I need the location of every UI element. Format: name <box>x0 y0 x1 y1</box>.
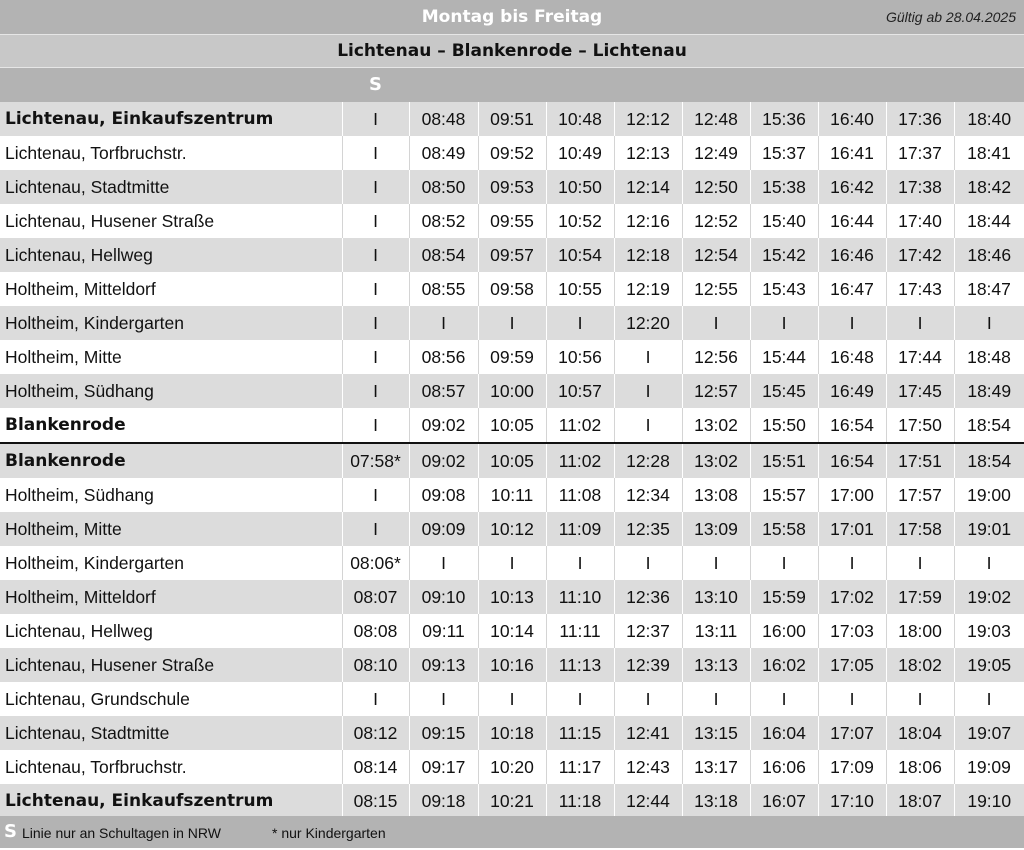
departure-time: 18:54 <box>954 408 1024 443</box>
departure-time: 10:05 <box>478 443 546 478</box>
stop-name: Lichtenau, Einkaufszentrum <box>0 102 342 136</box>
departure-time: 16:54 <box>818 408 886 443</box>
departure-time: 17:57 <box>886 478 954 512</box>
legend-school-note: Linie nur an Schultagen in NRW <box>22 825 221 841</box>
departure-time: I <box>342 374 409 408</box>
departure-time: 10:16 <box>478 648 546 682</box>
timetable-row <box>0 546 1024 580</box>
departure-time: I <box>682 546 750 580</box>
departure-time: 11:17 <box>546 750 614 784</box>
departure-time: 12:18 <box>614 238 682 272</box>
departure-time: I <box>409 546 478 580</box>
departure-time: 12:35 <box>614 512 682 546</box>
legend-school-marker: S <box>4 821 17 842</box>
legend-kindergarten-note: * nur Kindergarten <box>272 825 386 841</box>
departure-time: 16:07 <box>750 784 818 818</box>
stop-name: Lichtenau, Torfbruchstr. <box>0 750 342 784</box>
departure-time: 08:52 <box>409 204 478 238</box>
departure-time: 10:00 <box>478 374 546 408</box>
departure-time: 13:08 <box>682 478 750 512</box>
timetable-row <box>0 170 1024 204</box>
timetable-row <box>0 204 1024 238</box>
departure-time: 17:40 <box>886 204 954 238</box>
departure-time: 10:20 <box>478 750 546 784</box>
timetable-row <box>0 784 1024 818</box>
departure-time: I <box>614 682 682 716</box>
departure-time: I <box>818 682 886 716</box>
departure-time: 09:59 <box>478 340 546 374</box>
departure-time: 13:11 <box>682 614 750 648</box>
departure-time: 12:55 <box>682 272 750 306</box>
timetable-row <box>0 443 1024 478</box>
departure-time: 09:55 <box>478 204 546 238</box>
timetable-row <box>0 340 1024 374</box>
departure-time: 16:54 <box>818 443 886 478</box>
departure-time: 17:59 <box>886 580 954 614</box>
departure-time: 17:51 <box>886 443 954 478</box>
departure-time: 15:50 <box>750 408 818 443</box>
departure-time: 13:02 <box>682 443 750 478</box>
stop-name: Holtheim, Kindergarten <box>0 546 342 580</box>
departure-time: 17:07 <box>818 716 886 750</box>
departure-time: 19:09 <box>954 750 1024 784</box>
departure-time: 08:50 <box>409 170 478 204</box>
departure-time: 13:02 <box>682 408 750 443</box>
timetable-row <box>0 716 1024 750</box>
departure-time: 12:39 <box>614 648 682 682</box>
departure-time: 08:49 <box>409 136 478 170</box>
departure-time: I <box>478 546 546 580</box>
departure-time: 15:51 <box>750 443 818 478</box>
departure-time: 08:10 <box>342 648 409 682</box>
departure-time: 15:45 <box>750 374 818 408</box>
departure-time: 17:02 <box>818 580 886 614</box>
departure-time: I <box>682 682 750 716</box>
departure-time: I <box>614 546 682 580</box>
departure-time: 12:13 <box>614 136 682 170</box>
stop-name: Holtheim, Mitte <box>0 512 342 546</box>
departure-time: 12:49 <box>682 136 750 170</box>
departure-time: 12:54 <box>682 238 750 272</box>
departure-time: I <box>342 682 409 716</box>
departure-time: I <box>614 374 682 408</box>
departure-time: I <box>342 512 409 546</box>
timetable-row <box>0 408 1024 443</box>
stop-name: Lichtenau, Hellweg <box>0 238 342 272</box>
departure-time: 13:17 <box>682 750 750 784</box>
departure-time: I <box>342 238 409 272</box>
departure-time: 18:41 <box>954 136 1024 170</box>
departure-time: 12:41 <box>614 716 682 750</box>
departure-time: 16:47 <box>818 272 886 306</box>
departure-time: 10:52 <box>546 204 614 238</box>
departure-time: I <box>818 306 886 340</box>
stop-name: Holtheim, Südhang <box>0 374 342 408</box>
departure-time: I <box>954 682 1024 716</box>
timetable-row <box>0 238 1024 272</box>
departure-time: 10:48 <box>546 102 614 136</box>
departure-time: 15:57 <box>750 478 818 512</box>
title-bar <box>0 0 1024 35</box>
timetable-row <box>0 750 1024 784</box>
departure-time: 12:12 <box>614 102 682 136</box>
departure-time: 17:09 <box>818 750 886 784</box>
departure-time: 18:40 <box>954 102 1024 136</box>
departure-time: 17:10 <box>818 784 886 818</box>
departure-time: I <box>818 546 886 580</box>
departure-time: 09:02 <box>409 408 478 443</box>
stop-name: Holtheim, Mitteldorf <box>0 580 342 614</box>
departure-time: 13:13 <box>682 648 750 682</box>
departure-time: 12:56 <box>682 340 750 374</box>
departure-time: I <box>954 306 1024 340</box>
departure-time: 11:02 <box>546 408 614 443</box>
departure-time: 12:19 <box>614 272 682 306</box>
departure-time: 07:58* <box>342 443 409 478</box>
stop-name: Holtheim, Mitte <box>0 340 342 374</box>
validity-date: Gültig ab 28.04.2025 <box>886 9 1016 25</box>
timetable-row <box>0 374 1024 408</box>
departure-time: 09:58 <box>478 272 546 306</box>
departure-time: I <box>954 546 1024 580</box>
timetable-row <box>0 478 1024 512</box>
stop-name: Lichtenau, Husener Straße <box>0 648 342 682</box>
departure-time: 12:16 <box>614 204 682 238</box>
departure-time: 09:17 <box>409 750 478 784</box>
departure-time: 16:06 <box>750 750 818 784</box>
departure-time: 17:01 <box>818 512 886 546</box>
departure-time: 12:44 <box>614 784 682 818</box>
departure-time: 18:00 <box>886 614 954 648</box>
timetable-row <box>0 272 1024 306</box>
timetable-row <box>0 580 1024 614</box>
departure-time: 12:43 <box>614 750 682 784</box>
departure-time: 09:51 <box>478 102 546 136</box>
departure-time: 13:15 <box>682 716 750 750</box>
departure-time: I <box>409 306 478 340</box>
departure-time: 16:41 <box>818 136 886 170</box>
departure-time: I <box>478 682 546 716</box>
timetable-row <box>0 682 1024 716</box>
departure-time: 18:04 <box>886 716 954 750</box>
departure-time: 17:42 <box>886 238 954 272</box>
stop-name: Blankenrode <box>0 408 342 443</box>
departure-time: 15:42 <box>750 238 818 272</box>
departure-time: 09:09 <box>409 512 478 546</box>
departure-time: 13:09 <box>682 512 750 546</box>
departure-time: 10:13 <box>478 580 546 614</box>
stop-name: Lichtenau, Stadtmitte <box>0 716 342 750</box>
departure-time: I <box>342 306 409 340</box>
departure-time: 09:53 <box>478 170 546 204</box>
stop-name: Holtheim, Mitteldorf <box>0 272 342 306</box>
timetable-row <box>0 648 1024 682</box>
departure-time: 18:54 <box>954 443 1024 478</box>
departure-time: I <box>342 408 409 443</box>
stop-name: Holtheim, Südhang <box>0 478 342 512</box>
departure-time: 16:46 <box>818 238 886 272</box>
departure-time: 09:15 <box>409 716 478 750</box>
departure-time: 10:50 <box>546 170 614 204</box>
departure-time: I <box>682 306 750 340</box>
departure-time: 19:07 <box>954 716 1024 750</box>
stop-name: Lichtenau, Stadtmitte <box>0 170 342 204</box>
departure-time: I <box>546 682 614 716</box>
departure-time: 12:37 <box>614 614 682 648</box>
departure-time: 09:57 <box>478 238 546 272</box>
departure-time: 10:18 <box>478 716 546 750</box>
departure-time: 09:10 <box>409 580 478 614</box>
departure-time: I <box>886 682 954 716</box>
departure-time: 09:52 <box>478 136 546 170</box>
school-day-marker-bar <box>0 68 1024 102</box>
departure-time: 10:49 <box>546 136 614 170</box>
departure-time: 08:06* <box>342 546 409 580</box>
timetable-row <box>0 306 1024 340</box>
departure-time: 18:46 <box>954 238 1024 272</box>
departure-time: 16:49 <box>818 374 886 408</box>
departure-time: 18:02 <box>886 648 954 682</box>
departure-time: 12:28 <box>614 443 682 478</box>
departure-time: 19:10 <box>954 784 1024 818</box>
departure-time: 12:34 <box>614 478 682 512</box>
timetable-row <box>0 512 1024 546</box>
departure-time: I <box>750 546 818 580</box>
departure-time: 10:55 <box>546 272 614 306</box>
departure-time: 11:08 <box>546 478 614 512</box>
departure-time: 17:44 <box>886 340 954 374</box>
departure-time: 09:02 <box>409 443 478 478</box>
departure-time: I <box>750 306 818 340</box>
departure-time: 12:52 <box>682 204 750 238</box>
departure-time: 08:15 <box>342 784 409 818</box>
departure-time: 11:13 <box>546 648 614 682</box>
departure-time: 17:03 <box>818 614 886 648</box>
departure-time: 15:58 <box>750 512 818 546</box>
departure-time: 15:36 <box>750 102 818 136</box>
departure-time: 18:47 <box>954 272 1024 306</box>
departure-time: 17:05 <box>818 648 886 682</box>
stop-name: Holtheim, Kindergarten <box>0 306 342 340</box>
departure-time: I <box>886 546 954 580</box>
departure-time: I <box>614 340 682 374</box>
departure-time: 15:40 <box>750 204 818 238</box>
departure-time: 09:11 <box>409 614 478 648</box>
departure-time: I <box>750 682 818 716</box>
departure-time: 12:50 <box>682 170 750 204</box>
departure-time: 18:49 <box>954 374 1024 408</box>
departure-time: 08:55 <box>409 272 478 306</box>
departure-time: I <box>342 340 409 374</box>
school-day-marker: S <box>369 74 382 95</box>
departure-time: 09:08 <box>409 478 478 512</box>
departure-time: 13:10 <box>682 580 750 614</box>
stop-name: Lichtenau, Husener Straße <box>0 204 342 238</box>
departure-time: I <box>342 478 409 512</box>
departure-time: 17:38 <box>886 170 954 204</box>
departure-time: I <box>409 682 478 716</box>
departure-time: 08:57 <box>409 374 478 408</box>
departure-time: I <box>478 306 546 340</box>
stop-name: Lichtenau, Torfbruchstr. <box>0 136 342 170</box>
departure-time: 08:08 <box>342 614 409 648</box>
departure-time: 12:57 <box>682 374 750 408</box>
departure-time: 19:00 <box>954 478 1024 512</box>
departure-time: 18:07 <box>886 784 954 818</box>
departure-time: 19:03 <box>954 614 1024 648</box>
departure-time: I <box>546 546 614 580</box>
departure-time: I <box>342 170 409 204</box>
departure-time: 15:43 <box>750 272 818 306</box>
stop-name: Lichtenau, Einkaufszentrum <box>0 784 342 818</box>
departure-time: 17:45 <box>886 374 954 408</box>
departure-time: 11:11 <box>546 614 614 648</box>
departure-time: 18:44 <box>954 204 1024 238</box>
departure-time: 08:14 <box>342 750 409 784</box>
departure-time: 17:43 <box>886 272 954 306</box>
departure-time: 16:42 <box>818 170 886 204</box>
departure-time: 12:14 <box>614 170 682 204</box>
departure-time: 15:37 <box>750 136 818 170</box>
departure-time: 10:11 <box>478 478 546 512</box>
departure-time: 19:05 <box>954 648 1024 682</box>
departure-time: 16:00 <box>750 614 818 648</box>
departure-time: 16:02 <box>750 648 818 682</box>
timetable-row <box>0 136 1024 170</box>
departure-time: 09:13 <box>409 648 478 682</box>
departure-time: 10:21 <box>478 784 546 818</box>
departure-time: 17:36 <box>886 102 954 136</box>
timetable-row <box>0 614 1024 648</box>
departure-time: 08:48 <box>409 102 478 136</box>
departure-time: 16:04 <box>750 716 818 750</box>
departure-time: 17:50 <box>886 408 954 443</box>
departure-time: 10:56 <box>546 340 614 374</box>
departure-time: I <box>546 306 614 340</box>
departure-time: 16:40 <box>818 102 886 136</box>
timetable-row <box>0 102 1024 136</box>
departure-time: 15:38 <box>750 170 818 204</box>
departure-time: 16:44 <box>818 204 886 238</box>
stop-name: Lichtenau, Hellweg <box>0 614 342 648</box>
departure-time: 15:59 <box>750 580 818 614</box>
departure-time: 11:15 <box>546 716 614 750</box>
departure-time: 08:54 <box>409 238 478 272</box>
stop-name: Lichtenau, Grundschule <box>0 682 342 716</box>
departure-time: 10:54 <box>546 238 614 272</box>
departure-time: 08:12 <box>342 716 409 750</box>
departure-time: 10:05 <box>478 408 546 443</box>
departure-time: 13:18 <box>682 784 750 818</box>
departure-time: 19:02 <box>954 580 1024 614</box>
departure-time: 11:02 <box>546 443 614 478</box>
departure-time: I <box>886 306 954 340</box>
departure-time: I <box>342 272 409 306</box>
departure-time: 08:56 <box>409 340 478 374</box>
schedule-days-title: Montag bis Freitag <box>421 7 603 27</box>
stop-name: Blankenrode <box>0 443 342 478</box>
departure-time: 18:48 <box>954 340 1024 374</box>
departure-time: 12:20 <box>614 306 682 340</box>
departure-time: 11:18 <box>546 784 614 818</box>
departure-time: I <box>342 136 409 170</box>
departure-time: 10:12 <box>478 512 546 546</box>
departure-time: I <box>614 408 682 443</box>
departure-time: 19:01 <box>954 512 1024 546</box>
route-title: Lichtenau – Blankenrode – Lichtenau <box>0 35 1024 68</box>
departure-time: 15:44 <box>750 340 818 374</box>
departure-time: 09:18 <box>409 784 478 818</box>
departure-time: 10:14 <box>478 614 546 648</box>
departure-time: 17:37 <box>886 136 954 170</box>
departure-time: 08:07 <box>342 580 409 614</box>
departure-time: 16:48 <box>818 340 886 374</box>
departure-time: 10:57 <box>546 374 614 408</box>
departure-time: 17:00 <box>818 478 886 512</box>
departure-time: 17:58 <box>886 512 954 546</box>
departure-time: 11:09 <box>546 512 614 546</box>
departure-time: 12:48 <box>682 102 750 136</box>
departure-time: 18:42 <box>954 170 1024 204</box>
timetable <box>0 102 1024 818</box>
departure-time: I <box>342 204 409 238</box>
departure-time: 18:06 <box>886 750 954 784</box>
departure-time: 12:36 <box>614 580 682 614</box>
departure-time: 11:10 <box>546 580 614 614</box>
departure-time: I <box>342 102 409 136</box>
legend-bar <box>0 816 1024 848</box>
